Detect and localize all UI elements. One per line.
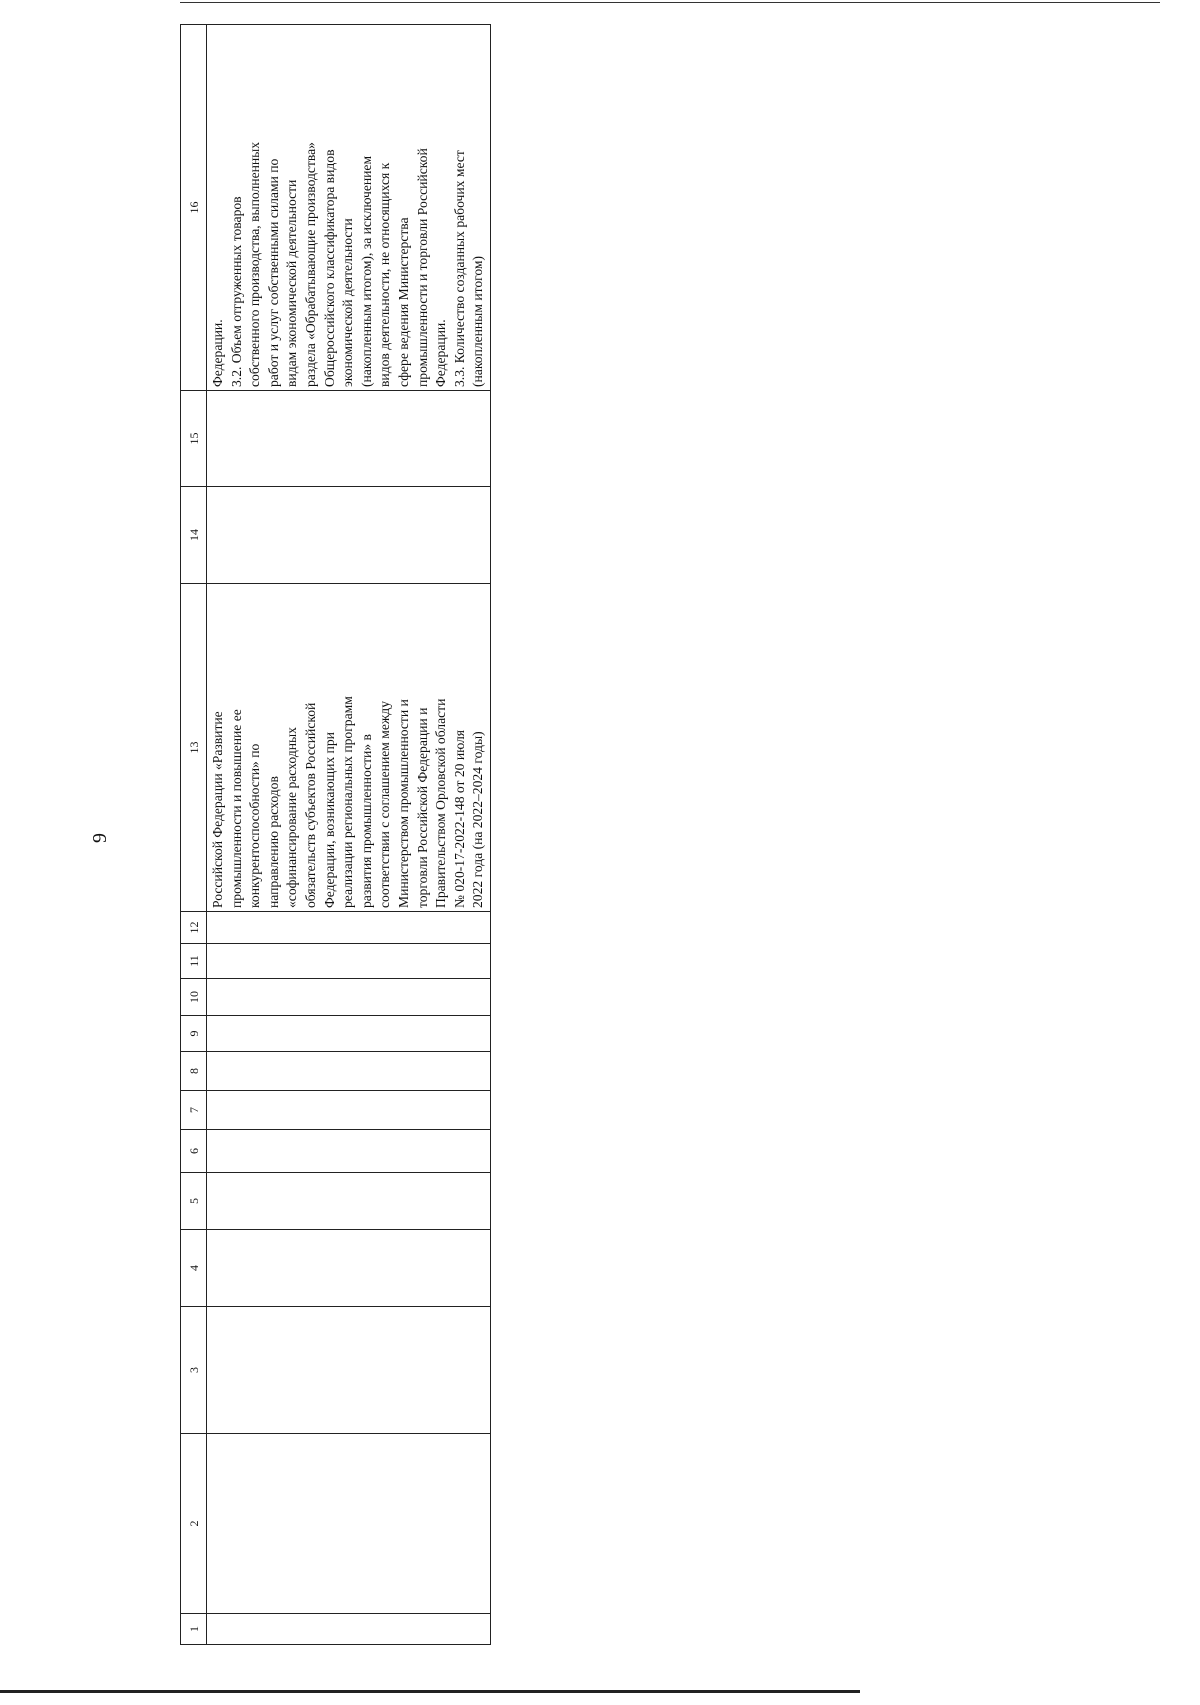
- cell-col2: [207, 1434, 491, 1614]
- column-number: 13: [181, 584, 207, 912]
- column-number: 12: [181, 912, 207, 944]
- column-number: 11: [181, 944, 207, 979]
- column-number: 4: [181, 1230, 207, 1307]
- cell-col8: [207, 1052, 491, 1091]
- cell-col9: [207, 1016, 491, 1052]
- column-number: 6: [181, 1130, 207, 1173]
- rotated-table-sheet: [180, 25, 490, 1645]
- cell-col3: [207, 1307, 491, 1434]
- column-number: 7: [181, 1091, 207, 1130]
- cell-col16: [207, 25, 491, 391]
- column-number: 10: [181, 979, 207, 1016]
- column-number-row: [181, 25, 207, 1645]
- page-number: 9: [89, 833, 111, 843]
- column-number: 8: [181, 1052, 207, 1091]
- scan-edge-top: [180, 2, 1160, 3]
- scan-edge-bottom: [0, 1690, 860, 1693]
- cell-col5: [207, 1173, 491, 1230]
- column-number: 2: [181, 1434, 207, 1614]
- column-number: 14: [181, 487, 207, 584]
- column-number: 3: [181, 1307, 207, 1434]
- program-table: [180, 24, 491, 1645]
- indicators-text: Федерации. 3.2. Объем отгруженных товаров собственного производства, выполненных работ и услуг собственными силами по видам экономической деятельности раздела «Обрабатывающие производства» Общероссийского классификатора видов экономической деятельности (накопленным итогом), за исключением видов деятельности, не относящихся к сфере ведения Министерства промышленности и торговли Российской Федерации. 3.3. Количество созданных рабочих мест (накопленным итогом): [210, 141, 486, 387]
- cell-col12: [207, 912, 491, 944]
- table-row: [207, 25, 491, 1645]
- column-number: 16: [181, 25, 207, 391]
- cell-col7: [207, 1091, 491, 1130]
- cell-col6: [207, 1130, 491, 1173]
- cell-col11: [207, 944, 491, 979]
- column-number: 1: [181, 1614, 207, 1645]
- column-number: 9: [181, 1016, 207, 1052]
- cell-col15: [207, 391, 491, 487]
- column-number: 5: [181, 1173, 207, 1230]
- cell-col13: [207, 584, 491, 912]
- column-number: 15: [181, 391, 207, 487]
- cell-col1: [207, 1614, 491, 1645]
- cell-col10: [207, 979, 491, 1016]
- cell-col14: [207, 487, 491, 584]
- cell-col4: [207, 1230, 491, 1307]
- funding-program-text: Российской Федерации «Развитие промышленности и повышение ее конкурентоспособности» по направлению расходов «софинансирование расходных обязательств субъектов Российской Федерации, возникающих при реализации региональных программ развития промышленности» в соответствии с соглашением между Министерством промышленности и торговли Российской Федерации и Правительством Орловской области № 020-17-2022-148 от 20 июля 2022 года (на 2022–2024 годы): [210, 696, 486, 908]
